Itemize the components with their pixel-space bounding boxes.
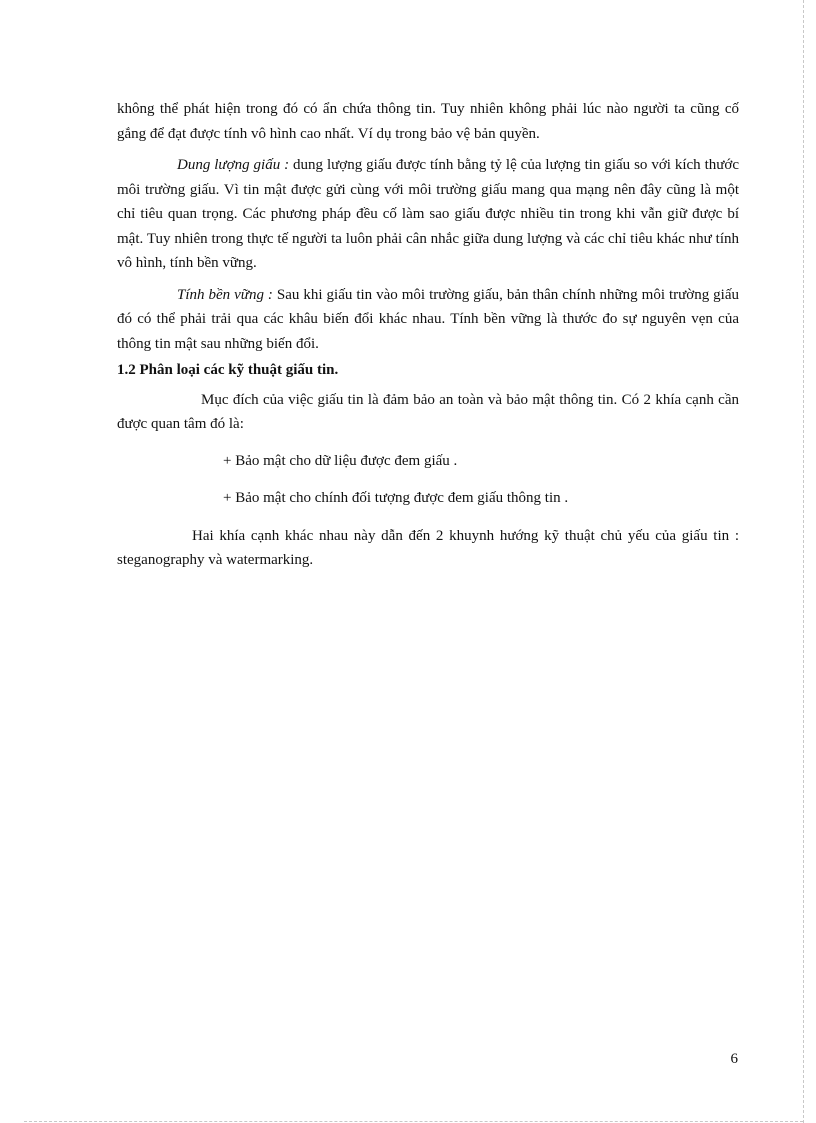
bullet-item: + Bảo mật cho chính đối tượng được đem giấu thông tin . xyxy=(223,490,569,506)
section-intro: Mục đích của việc giấu tin là đảm bảo an toàn và bảo mật thông tin. Có 2 khía cạnh cần được quan tâm đó là: xyxy=(117,391,739,432)
capacity-text: dung lượng giấu được tính bằng tỷ lệ của lượng tin giấu so với kích thước môi trường giấu. Vì tin mật được gửi cùng với môi trường giấu mang qua mạng nên đây cũng là một chỉ tiêu quan trọng. Các phương pháp đều cố làm sao giấu được nhiều tin trong khi vẫn giữ được bí mật. Tuy nhiên trong thực tế người ta luôn phải cân nhắc giữa dung lượng và các chỉ tiêu khác như tính vô hình, tính bền vững. xyxy=(117,157,739,271)
bullet-item: + Bảo mật cho dữ liệu được đem giấu . xyxy=(223,452,458,469)
paragraph-invisibility: không thể phát hiện trong đó có ẩn chứa thông tin. Tuy nhiên không phải lúc nào người ta cũng cố gắng để đạt được tính vô hình cao nhất. Ví dụ trong bảo vệ bản quyền. xyxy=(117,101,739,142)
page-number: 6 xyxy=(730,1051,738,1067)
section-heading: 1.2 Phân loại các kỹ thuật giấu tin. xyxy=(117,362,339,378)
document-body xyxy=(117,97,739,573)
paragraph-capacity xyxy=(117,153,739,276)
page-edge-bottom xyxy=(24,1121,803,1122)
paragraph-robustness xyxy=(117,283,739,357)
page-edge-right xyxy=(803,0,804,1123)
robustness-text: Sau khi giấu tin vào môi trường giấu, bản thân chính những môi trường giấu đó có thể phải trải qua các khâu biến đổi khác nhau. Tính bền vững là thước đo sự nguyên vẹn của thông tin mật sau những biến đổi. xyxy=(117,286,739,352)
term-capacity: Dung lượng giấu : xyxy=(177,157,290,173)
section-conclusion: Hai khía cạnh khác nhau này dẫn đến 2 khuynh hướng kỹ thuật chủ yếu của giấu tin : steganography và watermarking. xyxy=(117,527,739,568)
term-robustness: Tính bền vững : xyxy=(177,286,273,303)
